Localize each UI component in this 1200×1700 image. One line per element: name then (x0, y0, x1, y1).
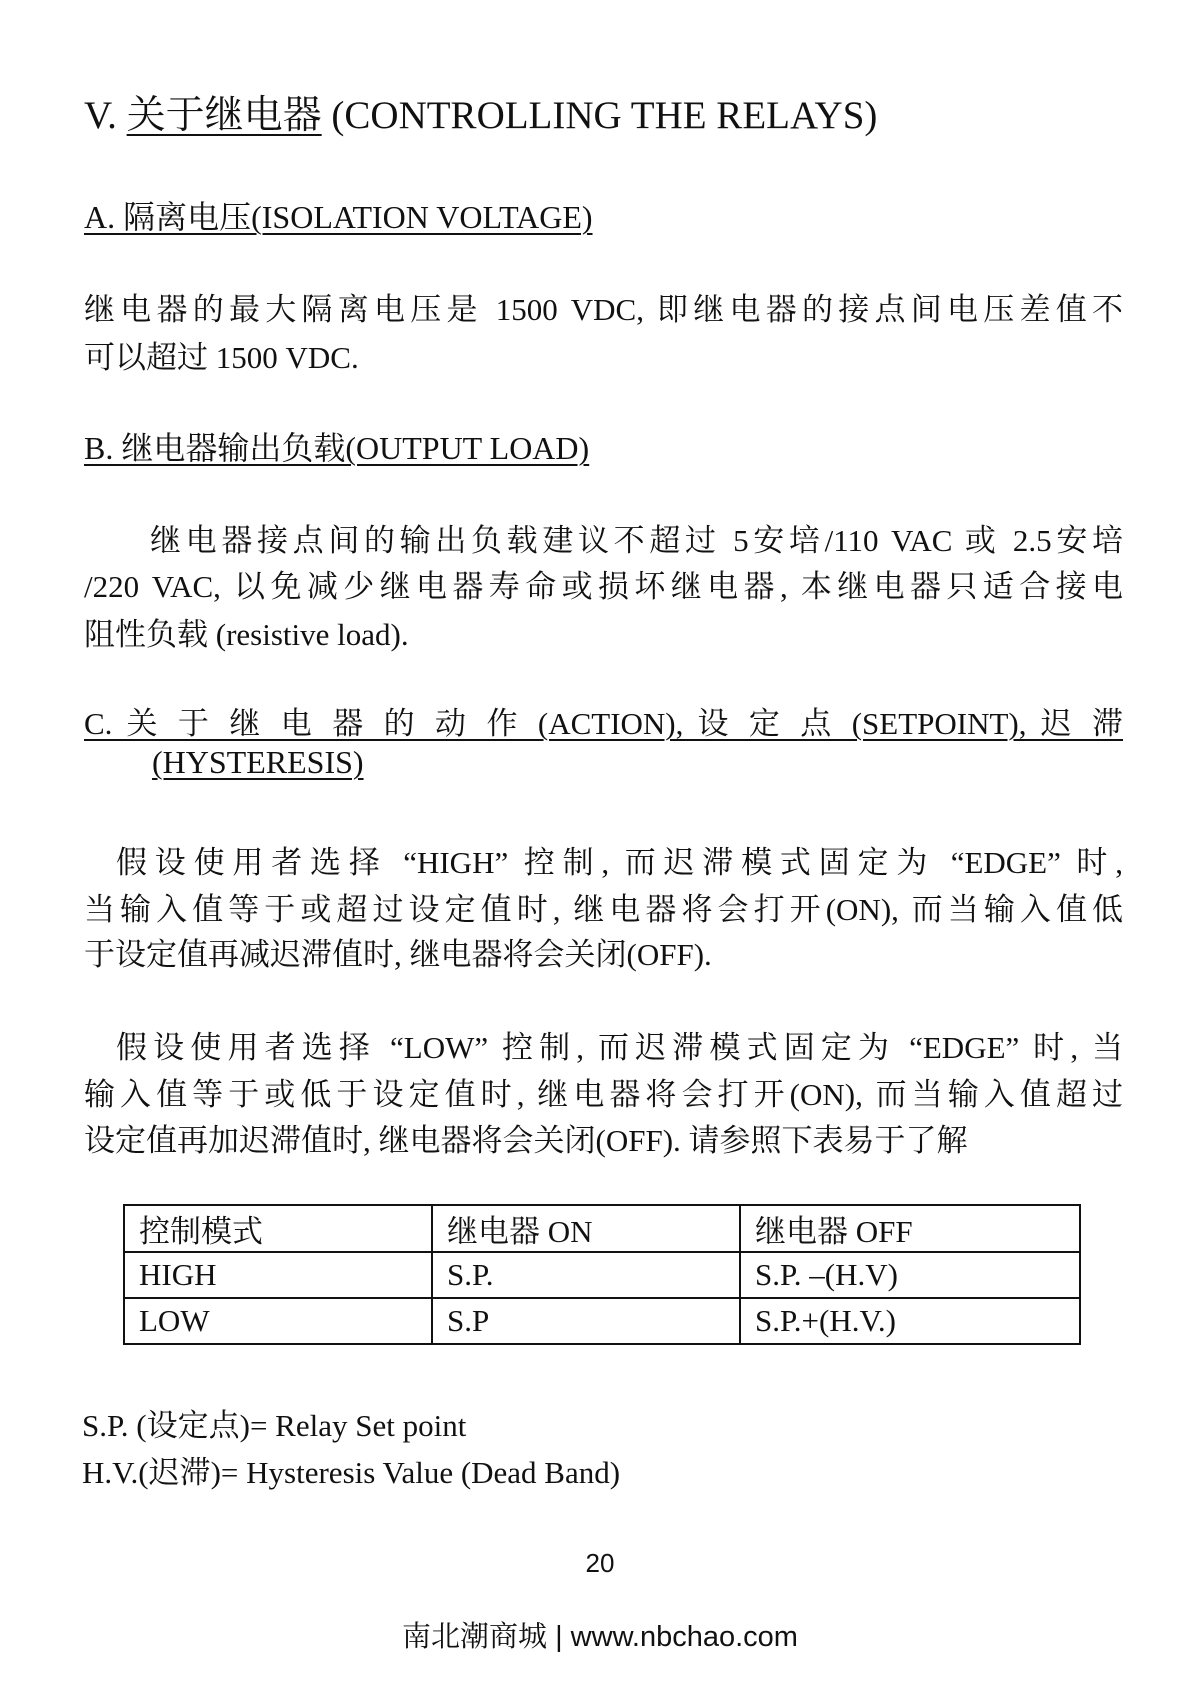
footer-watermark: 南北潮商城 | www.nbchao.com (402, 1621, 798, 1653)
section-c-heading: C. 关 于 继 电 器 的 动 作 (ACTION), 设 定 点 (SETPOINT), 迟 滞 (84, 706, 1124, 741)
title-number: V. (84, 94, 127, 137)
page-number: 20 (585, 1548, 615, 1578)
section-a-heading: A. 隔离电压(ISOLATION VOLTAGE) (84, 199, 593, 235)
table-cell: HIGH (124, 1252, 432, 1298)
table-row (124, 1252, 1080, 1298)
table-cell: LOW (124, 1298, 432, 1344)
title-en: (CONTROLLING THE RELAYS) (321, 94, 878, 137)
section-c-para1-line: 当输入值等于或超过设定值时, 继电器将会打开(ON), 而当输入值低 (84, 892, 1123, 927)
section-c-heading-cont: (HYSTERESIS) (152, 744, 364, 780)
table-cell: S.P.+(H.V.) (740, 1298, 1080, 1344)
relay-action-table (123, 1204, 1081, 1345)
section-a-line: 继电器的最大隔离电压是 1500 VDC, 即继电器的接点间电压差值不 (84, 292, 1123, 327)
section-c-para2-line: 假设使用者选择 “LOW” 控制, 而迟滞模式固定为 “EDGE” 时, 当 (116, 1030, 1123, 1065)
definition-sp: S.P. (设定点)= Relay Set point (82, 1408, 467, 1443)
section-b-heading: B. 继电器输出负载(OUTPUT LOAD) (84, 430, 590, 466)
title-cn: 关于继电器 (126, 94, 322, 137)
section-c-para2-line: 设定值再加迟滞值时, 继电器将会关闭(OFF). 请参照下表易于了解 (84, 1123, 968, 1158)
section-a-line: 可以超过 1500 VDC. (84, 340, 359, 375)
table-header-row (124, 1205, 1080, 1252)
definition-hv: H.V.(迟滞)= Hysteresis Value (Dead Band) (82, 1455, 621, 1490)
section-b-line: /220 VAC, 以免减少继电器寿命或损坏继电器, 本继电器只适合接电 (84, 569, 1123, 604)
page-title (84, 84, 877, 140)
table-header: 控制模式 (124, 1205, 432, 1252)
section-b-line: 继电器接点间的输出负载建议不超过 5安培/110 VAC 或 2.5安培 (150, 523, 1123, 558)
section-c-para2-line: 输入值等于或低于设定值时, 继电器将会打开(ON), 而当输入值超过 (84, 1077, 1123, 1112)
section-c-para1-line: 假设使用者选择 “HIGH” 控制, 而迟滞模式固定为 “EDGE” 时, (116, 845, 1123, 880)
table-row (124, 1298, 1080, 1344)
table-header: 继电器 OFF (740, 1205, 1080, 1252)
table-cell: S.P (432, 1298, 740, 1344)
section-b-line: 阻性负载 (resistive load). (84, 617, 409, 652)
table-cell: S.P. (432, 1252, 740, 1298)
section-c-para1-line: 于设定值再减迟滞值时, 继电器将会关闭(OFF). (84, 937, 712, 972)
table-cell: S.P. –(H.V) (740, 1252, 1080, 1298)
table-header: 继电器 ON (432, 1205, 740, 1252)
